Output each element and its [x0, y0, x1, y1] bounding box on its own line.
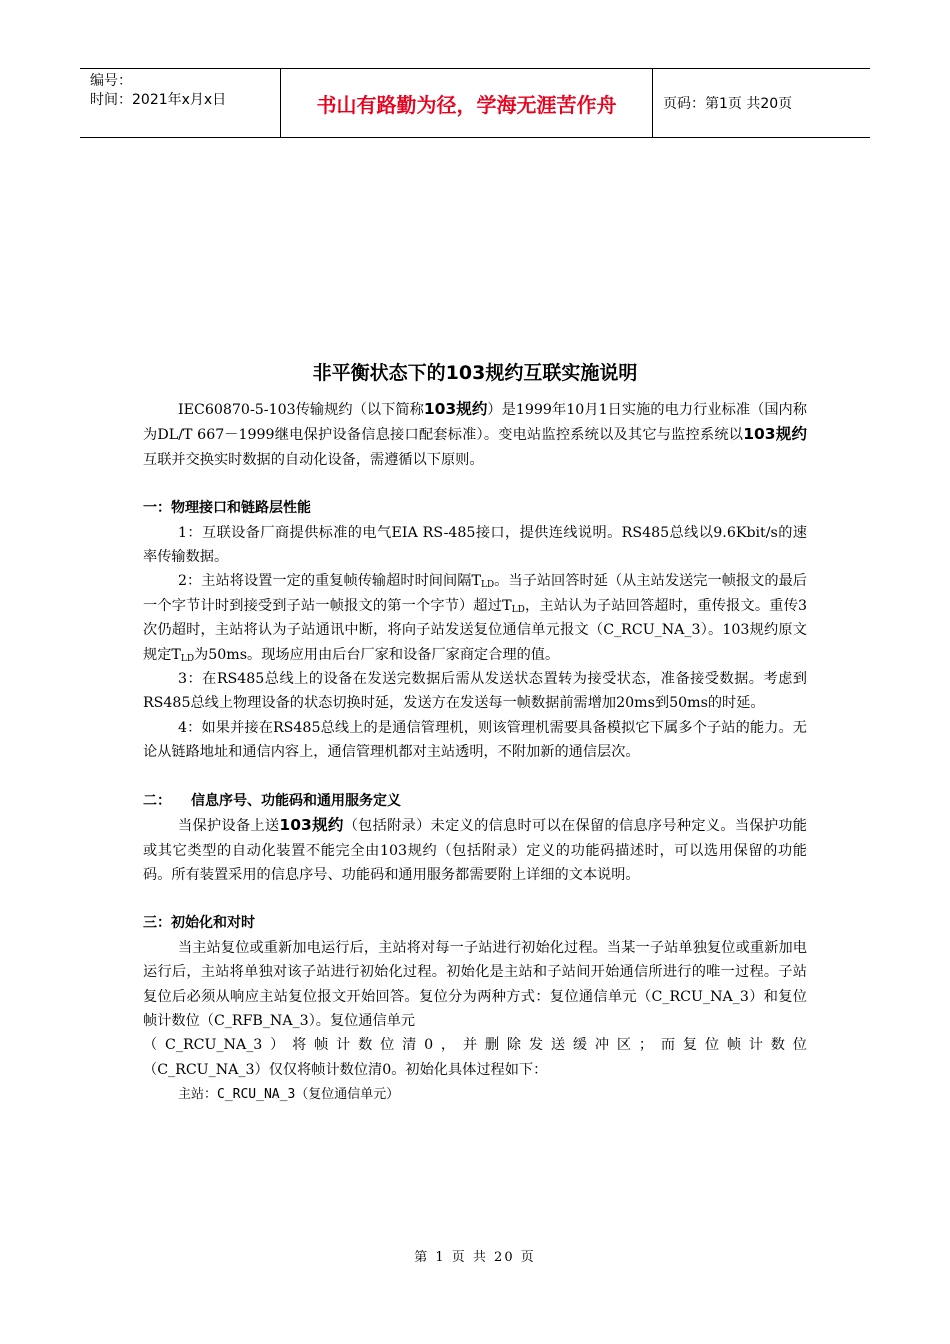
section3-continuation: （C_RCU_NA_3）仅仅将帧计数位清0。初始化具体过程如下：	[143, 1061, 548, 1078]
section1-heading: 一：物理接口和链路层性能	[143, 500, 311, 517]
intro-paragraph: IEC60870-5-103传输规约（以下简称103规约）是1999年10月1日实施的电力行业标准（国内称为DL/T 667－1999继电保护设备信息接口配套标准）。变电站监控系统以及其它与监控系统以103规约互联并交换实时数据的自动化设备，需遵循以下原则。	[143, 400, 808, 468]
page-footer: 第 1 页 共 20 页	[414, 1250, 536, 1265]
section1-item1: 1：互联设备厂商提供标准的电气EIA RS-485接口，提供连线说明。RS485总线以9.6Kbit/s的速率传输数据。	[143, 524, 807, 566]
section3-paragraph: 当主站复位或重新加电运行后，主站将对每一子站进行初始化过程。当某一子站单独复位或重新加电运行后，主站将单独对该子站进行初始化过程。初始化是主站和子站间开始通信所进行的唯一过程。子站复位后必须从响应主站复位报文开始回答。复位分为两种方式：复位通信单元（C_RCU_NA_3）和复位帧计数位（C_RFB_NA_3）。复位通信单元	[143, 939, 807, 1029]
section1-item4: 4：如果并接在RS485总线上的是通信管理机，则该管理机需要具备模拟它下属多个子站的能力。无论从链路地址和通信内容上，通信管理机都对主站透明，不附加新的通信层次。	[143, 719, 807, 761]
section1-item2: 2：主站将设置一定的重复帧传输超时时间间隔$T_{LD}$。当子站回答时延（从主站发送完一帧报文的最后一个字节计时到接受到子站一帧报文的第一个字节）超过$T_{LD}$，主站认为子站回答超时，重传报文。重传3次仍超时，主站将认为子站通讯中断，将向子站发送复位通信单元报文（C_RCU_NA_3）。103规约原文规定$T_{LD}$为50ms。现场应用由后台厂家和设备厂家商定合理的值。	[143, 573, 807, 664]
section3-master-step: 主站：C_RCU_NA_3（复位通信单元）	[178, 1087, 400, 1103]
code-label: 编号：	[90, 73, 132, 89]
document-title: 非平衡状态下的103规约互联实施说明	[312, 362, 638, 384]
header-page-info	[653, 69, 870, 137]
section2-heading: 二： 信息序号、功能码和通用服务定义	[143, 792, 401, 809]
section2-paragraph: 当保护设备上送103规约（包括附录）未定义的信息时可以在保留的信息序号种定义。当保护功能或其它类型的自动化装置不能完全由103规约（包括附录）定义的功能码描述时，可以选用保留的功能码。所有装置采用的信息序号、功能码和通用服务都需要附上详细的文本说明。	[143, 816, 807, 883]
section3-heading: 三：初始化和对时	[143, 915, 255, 932]
section1-item3: 3：在RS485总线上的设备在发送完数据后需从发送状态置转为接受状态，准备接受数据。考虑到RS485总线上物理设备的状态切换时延，发送方在发送每一帧数据前需增加20ms到50ms的时延。	[143, 671, 807, 712]
page-info-text: 页码：第1页 共20页	[663, 96, 793, 112]
section3-spread-line: （C_RCU_NA_3）将帧计数位清0，并删除发送缓冲区；而复位帧计数位	[143, 1037, 807, 1054]
document-body	[143, 397, 807, 1108]
page-header	[80, 68, 870, 138]
header-motto: 书山有路勤为径，学海无涯苦作舟	[281, 69, 653, 137]
header-meta	[80, 69, 281, 137]
time-label: 时间：2021年x月x日	[90, 92, 227, 108]
